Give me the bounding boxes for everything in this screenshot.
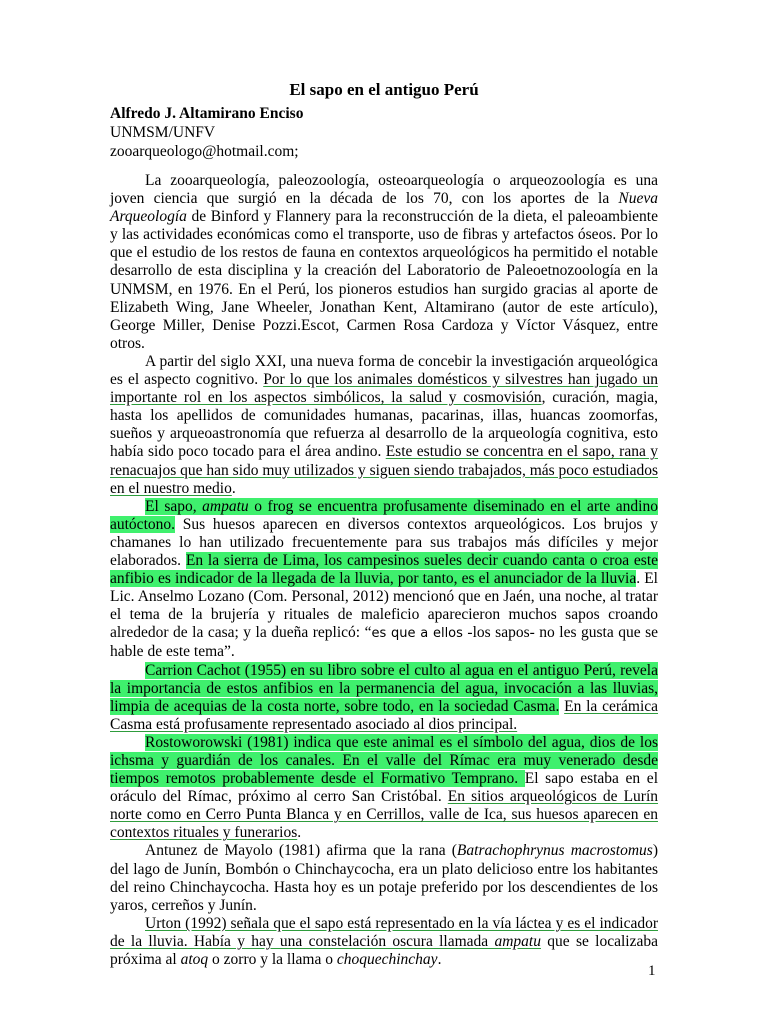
- text-run: o zorro y la llama o: [208, 951, 337, 969]
- underlined-run: En la cerámica Casma está profusamente representado asociado al dios principal.: [110, 697, 659, 733]
- document-title: El sapo en el antiguo Perú: [289, 80, 479, 99]
- paragraph-2: [110, 353, 658, 498]
- text-run: -los sapos- no les gusta que se hable de este tema”.: [110, 624, 658, 661]
- highlight-run: Rostoworowski (1981) indica que este animal es el símbolo del agua, dios de los ichsma y guardián de los canales. En el valle del Rímac era muy venerado desde tiempos remotos probablemente desde el Formativo Temprano.: [110, 733, 658, 788]
- italic-run: ampatu: [494, 932, 541, 950]
- text-run: de Binford y Flannery para la reconstrucción de la dieta, el paleoambiente y las actividades económicas como el transporte, uso de fibras y artefactos óseos. Por lo que el estudio de los restos de fauna en contextos arqueológicos ha permitido el notable desarrollo de esta disciplina y la creación del Laboratorio de Paleoetnozoología en la UNMSM, en 1976. En el Perú, los pioneros estudios han surgido gracias al aporte de Elizabeth Wing, Jane Wheeler, Jonathan Kent, Altamirano (autor de este artículo), George Miller, Denise Pozzi.Escot, Carmen Rosa Cardoza y Víctor Vásquez, entre otros.: [110, 208, 658, 352]
- paragraph-4: [110, 662, 658, 734]
- italic-run: choquechinchay: [336, 951, 438, 969]
- text-run: .: [437, 951, 442, 969]
- text-run: que se localizaba próxima al: [110, 932, 658, 969]
- underlined-run: En sitios arqueológicos de Lurín norte como en Cerro Punta Blanca y en Cerrillos, valle de Ica, sus huesos aparecen en contextos rituales y funerarios: [110, 788, 659, 842]
- text-run: ) del lago de Junín, Bombón o Chinchaycocha, era un plato delicioso entre los habitantes del reino Chinchaycocha. Hasta hoy es un potaje preferido por los descendientes de los yaros, cerreños y Junín.: [110, 842, 658, 914]
- paragraph-5: [110, 734, 658, 843]
- text-run: .: [297, 824, 302, 842]
- paragraph-3: [110, 498, 658, 662]
- text-run: Sus huesos aparecen en diversos contextos arqueológicos. Los brujos y chamanes lo han utilizado frecuentemente para sus trabajos más difíciles y mejor elaborados.: [110, 515, 658, 569]
- text-run: , curación, magia, hasta los apellidos de comunidades humanas, pacarinas, illas, huancas zoomorfas, sueños y arqueoastronomía que refuerza al desarrollo de la arqueología cognitiva, esto había sido poco tocado para el área andino.: [110, 389, 659, 461]
- author-block: [110, 104, 303, 161]
- text-run: .: [231, 479, 236, 497]
- italic-run: Nueva Arqueología: [110, 190, 658, 226]
- italic-run: ampatu: [202, 497, 249, 515]
- highlight-run: En la sierra de Lima, los campesinos sueles decir cuando canta o croa este anfibio es indicador de la llegada de la lluvia, por tanto, es el anunciador de la lluvia: [110, 551, 659, 588]
- article-body: [110, 172, 658, 969]
- text-run: El sapo,: [145, 497, 203, 515]
- underlined-run: Este estudio se concentra en el sapo, rana y renacuajos que han sido muy utilizados y siguen siendo trabajados, más poco estudiados en el nuestro medio: [110, 443, 658, 497]
- author-affiliation: UNMSM/UNFV: [110, 124, 216, 141]
- text-run: . El Lic. Anselmo Lozano (Com. Personal, 2012) mencionó que en Jaén, una noche, al tratar el tema de la brujería y rituales de maleficio aparecieron muchos sapos croando alrededor de la casa; y la dueña replicó: “: [110, 570, 658, 642]
- page-number: 1: [648, 963, 656, 979]
- paragraph-6: [110, 842, 658, 914]
- text-run: Antunez de Mayolo (1981) afirma que la rana (: [145, 842, 457, 860]
- underlined-run: Por lo que los animales domésticos y silvestres han jugado un importante rol en los aspectos simbólicos, la salud y cosmovisión: [110, 371, 659, 407]
- text-run: El sapo estaba en el oráculo del Rímac, próximo al cerro San Cristóbal.: [110, 770, 658, 806]
- text-run: Urton (1992) señala que el sapo está representado en la vía láctea y es el indicador de la lluvia. Había y hay una constelación oscura llamada: [110, 914, 658, 950]
- italic-run: Batrachophrynus macrostomus: [456, 842, 653, 860]
- author-email: zooarqueologo@hotmail.com;: [110, 143, 299, 160]
- italic-run: atoq: [180, 951, 209, 969]
- text-run: A partir del siglo XXI, una nueva forma de concebir la investigación arqueológica es el aspecto cognitivo.: [110, 352, 658, 389]
- paragraph-7: [110, 915, 658, 969]
- quote-run: es que a ellos: [371, 626, 463, 642]
- text-run: o frog se encuentra profusamente diseminado en el arte andino autóctono.: [110, 497, 658, 533]
- highlight-run: Carrion Cachot (1955) en su libro sobre el culto al agua en el antiguo Perú, revela la importancia de estos anfibios en la permanencia del agua, invocación a las lluvias, limpia de acequias de la costa norte, sobre todo, en la sociedad Casma.: [110, 661, 658, 715]
- text-run: La zooarqueología, paleozoología, osteoarqueología o arqueozoología es una joven ciencia que surgió en la década de los 70, con los aportes de la: [110, 172, 658, 208]
- author-name: Alfredo J. Altamirano Enciso: [110, 105, 304, 122]
- paragraph-1: [110, 172, 658, 353]
